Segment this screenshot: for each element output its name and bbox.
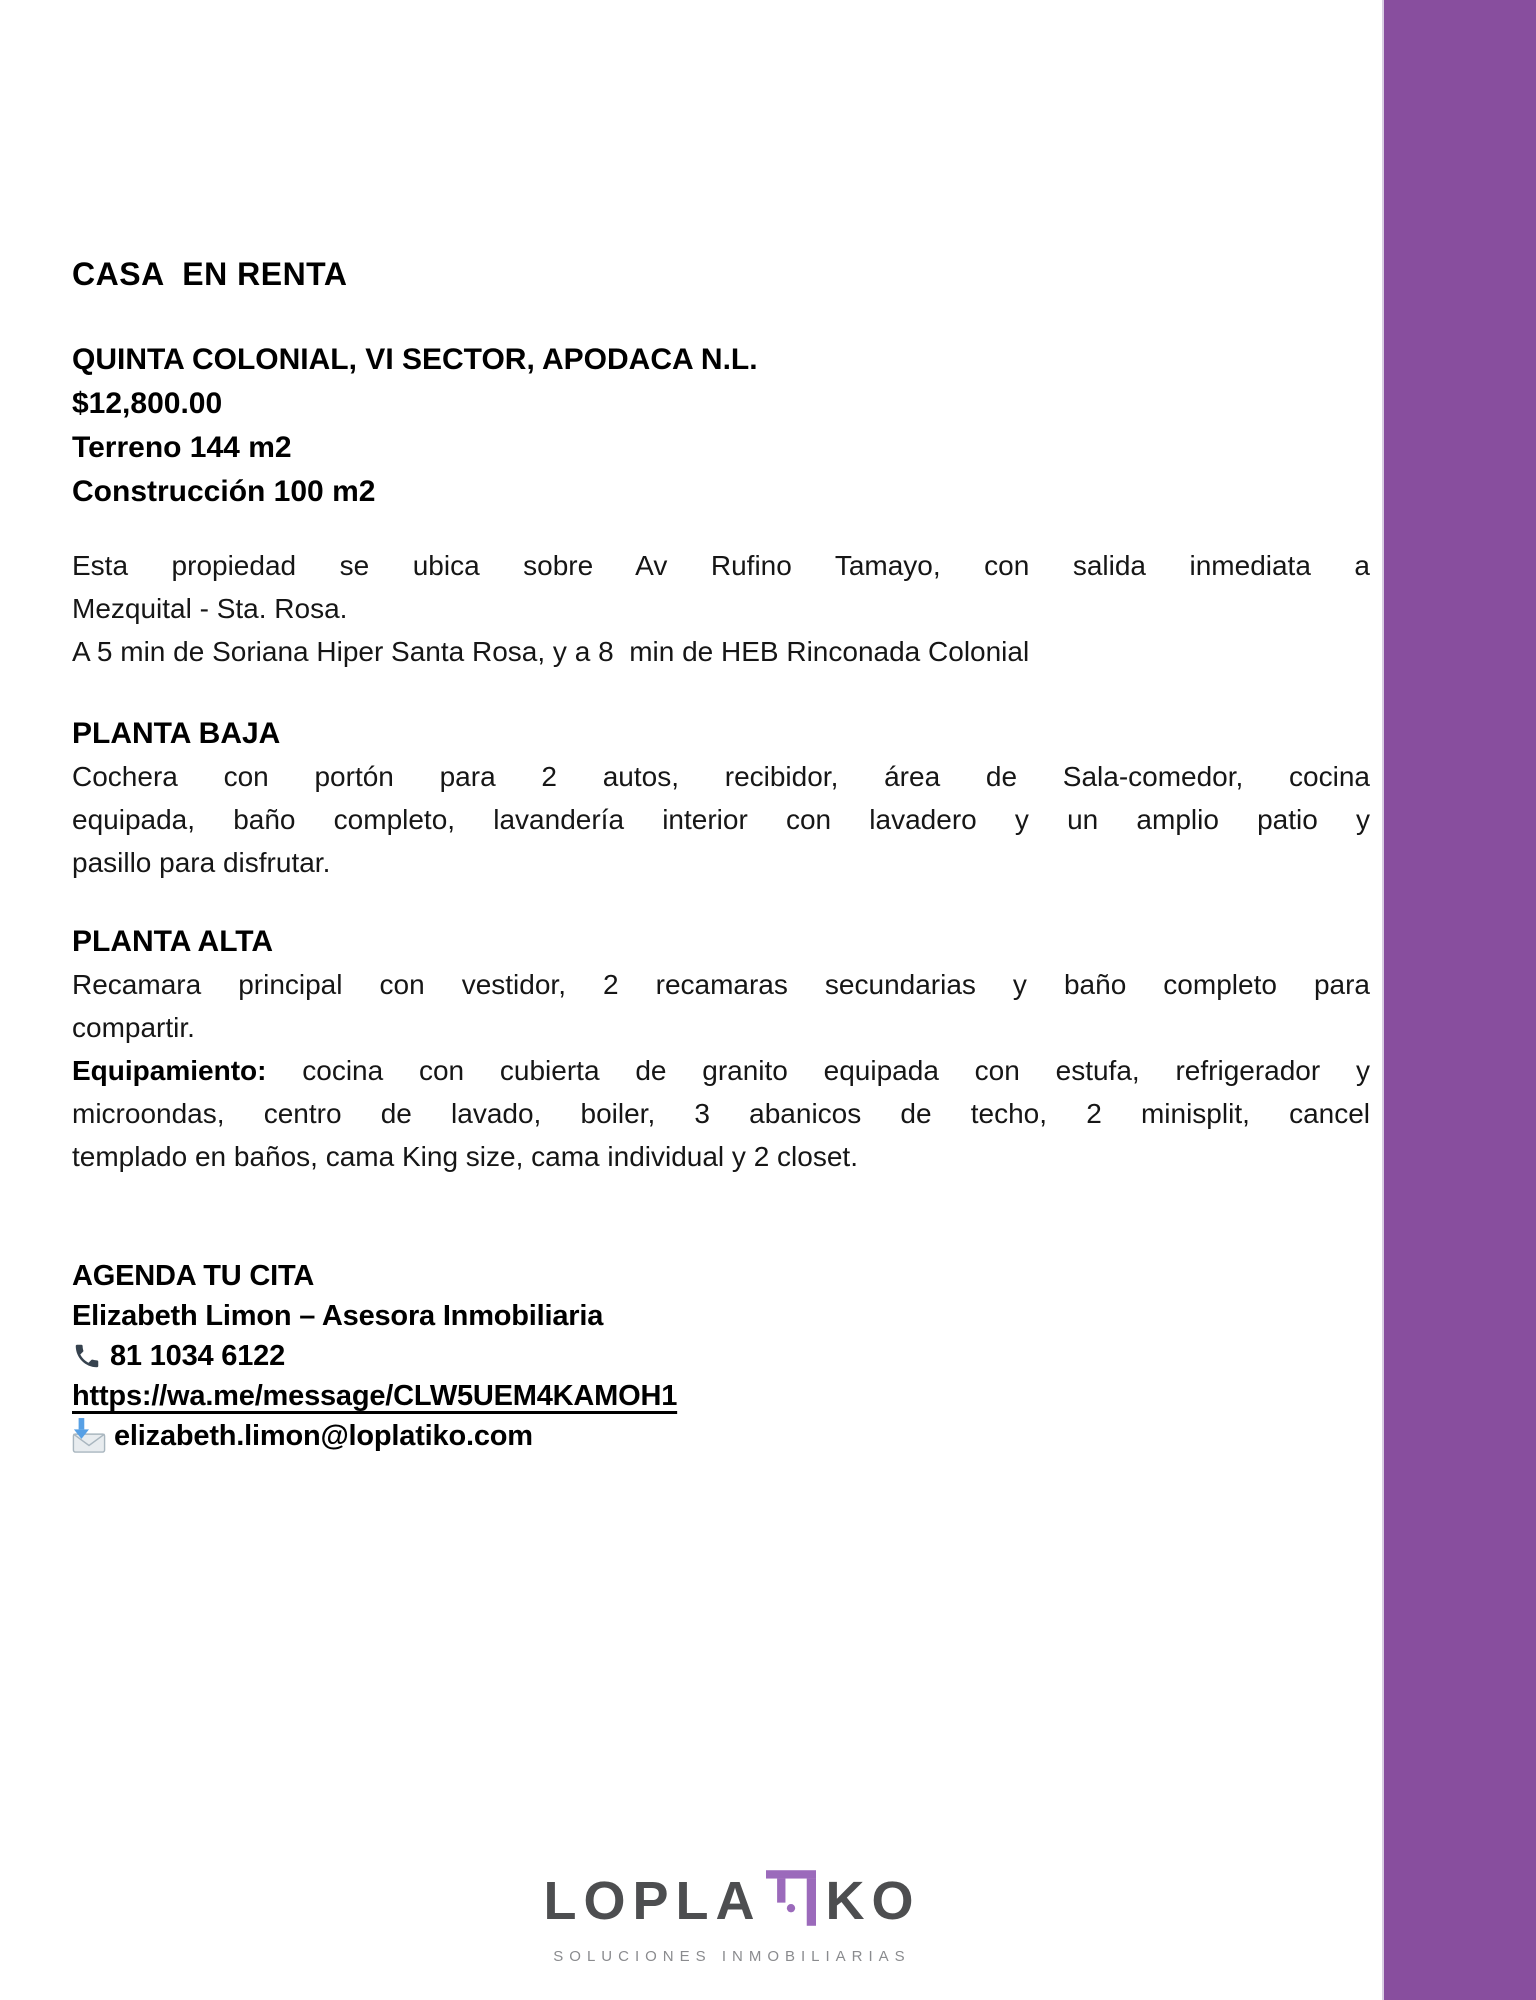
paragraph-line: Esta propiedad se ubica sobre Av Rufino Tamayo, con salida inmediata a [72,550,1370,581]
property-price: $12,800.00 [72,387,223,420]
paragraph-line: compartir. [72,1012,195,1043]
phone-line [72,1336,1370,1376]
planta-alta-heading: PLANTA ALTA [72,925,274,958]
paragraph-line: pasillo para disfrutar. [72,847,331,878]
agenda-heading: AGENDA TU CITA [72,1260,315,1292]
paragraph-line [72,1049,1370,1092]
logo-text-left: LOPLA [543,1871,762,1931]
contact-section [72,1256,1370,1456]
construction-area: Construcción 100 m2 [72,475,376,508]
equipamiento-text: cocina con cubierta de granito equipada con estufa, refrigerador y [266,1055,1370,1086]
page-title: CASA EN RENTA [72,256,348,292]
email-line [72,1416,1370,1456]
paragraph-line: equipada, baño completo, lavandería interior con lavadero y un amplio patio y [72,804,1370,835]
paragraph-line: templado en baños, cama King size, cama individual y 2 closet. [72,1141,858,1172]
purple-side-band [1382,0,1536,2000]
paragraph-line: microondas, centro de lavado, boiler, 3 abanicos de techo, 2 minisplit, cancel [72,1098,1370,1129]
whatsapp-link[interactable]: https://wa.me/message/CLW5UEM4KAMOH1 [72,1380,678,1412]
land-area: Terreno 144 m2 [72,431,292,464]
planta-baja-heading: PLANTA BAJA [72,717,281,750]
property-summary [72,338,1370,514]
logo-wordmark [0,1870,1464,1931]
paragraph-line: Recamara principal con vestidor, 2 recamaras secundarias y baño completo para [72,969,1370,1000]
location-paragraph [72,544,1370,673]
logo [0,1870,1464,1965]
paragraph-line: Cochera con portón para 2 autos, recibidor, área de Sala-comedor, cocina [72,761,1370,792]
equipamiento-label: Equipamiento: [72,1055,267,1086]
planta-alta-section [72,920,1370,1178]
email-address[interactable]: elizabeth.limon@loplatiko.com [114,1420,533,1452]
logo-tagline: SOLUCIONES INMOBILIARIAS [553,1948,911,1965]
planta-baja-section [72,712,1370,884]
incoming-envelope-icon [72,1418,106,1454]
paragraph-line: Mezquital - Sta. Rosa. [72,593,348,624]
agent-name: Elizabeth Limon – Asesora Inmobiliaria [72,1300,604,1332]
phone-number: 81 1034 6122 [110,1340,285,1372]
whatsapp-line [72,1376,1370,1416]
paragraph-line: A 5 min de Soriana Hiper Santa Rosa, y a 8 min de HEB Rinconada Colonial [72,636,1030,667]
phone-receiver-icon [72,1341,102,1371]
door-frame-icon [766,1870,816,1926]
property-name: QUINTA COLONIAL, VI SECTOR, APODACA N.L. [72,343,758,376]
logo-text-right: KO [825,1871,921,1931]
